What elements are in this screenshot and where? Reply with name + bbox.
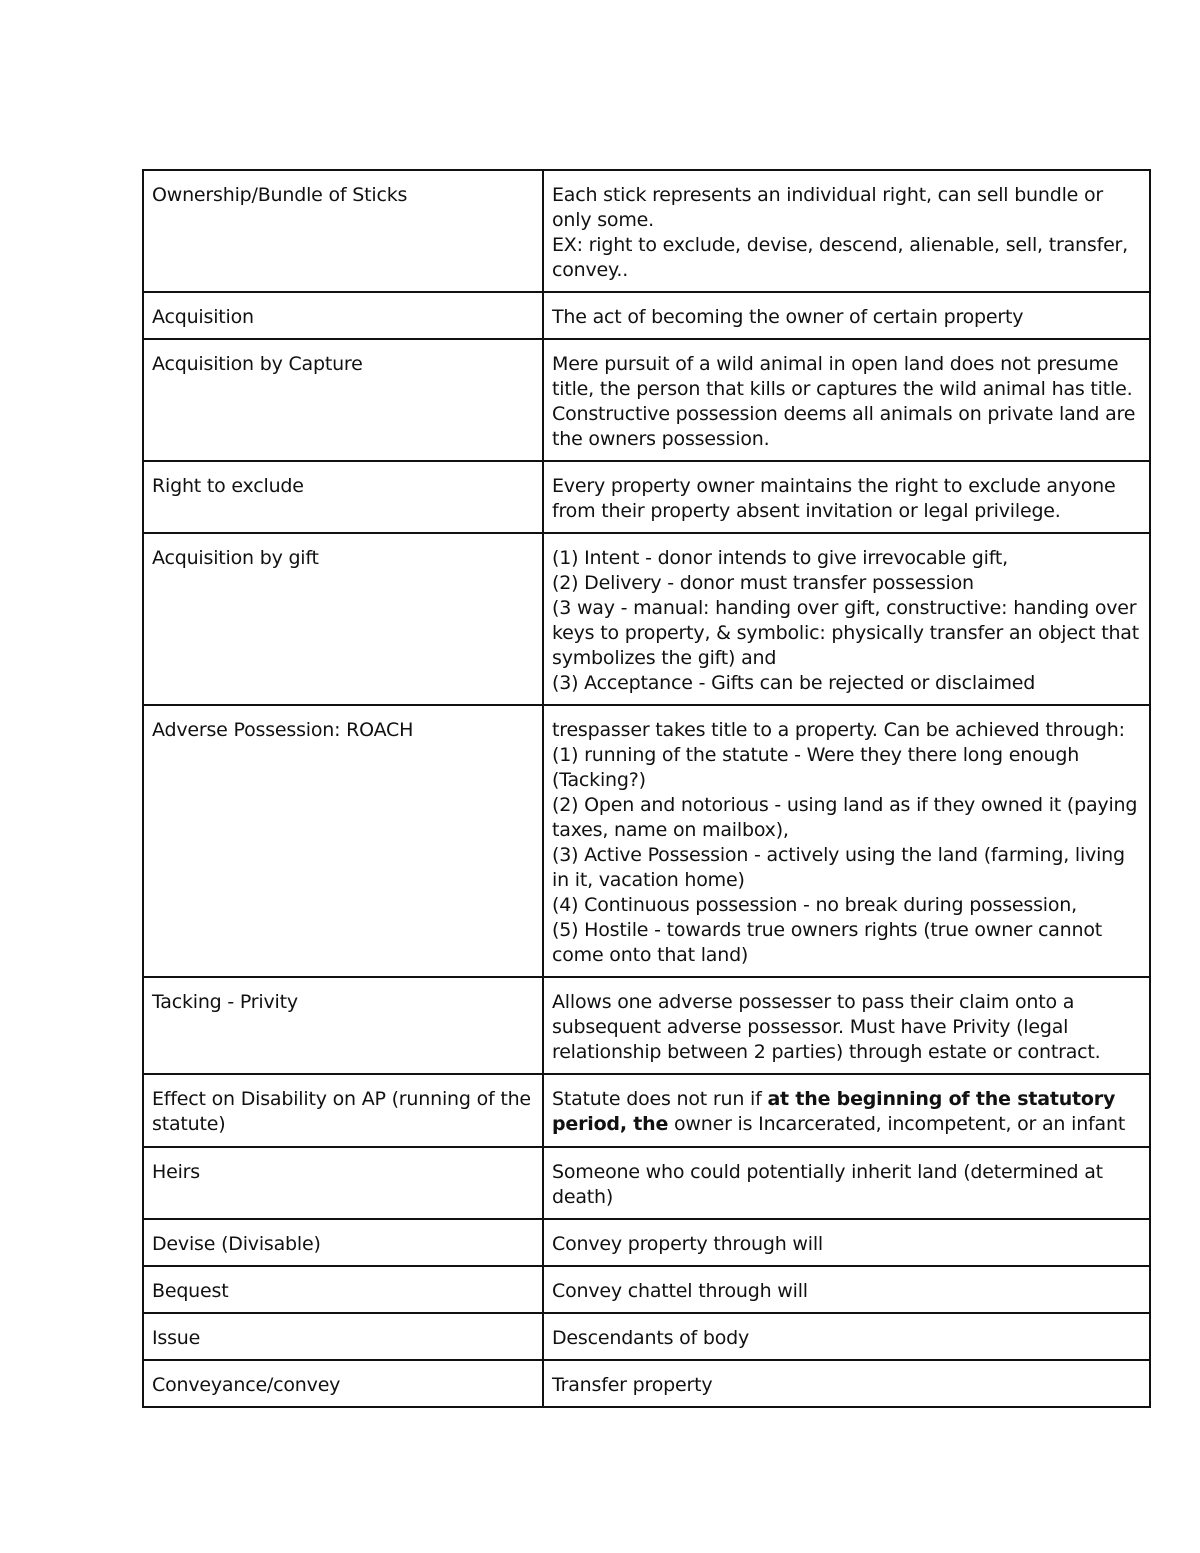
definition-line: Someone who could potentially inherit land (determined at death) (552, 1161, 1103, 1208)
definition-line: trespasser takes title to a property. Can be achieved through: (552, 719, 1125, 741)
term-cell: Effect on Disability on AP (running of the statute) (143, 1074, 543, 1147)
term-cell: Tacking - Privity (143, 977, 543, 1074)
definition-line: (3) Acceptance - Gifts can be rejected or disclaimed (552, 672, 1036, 694)
table-row (143, 1313, 1150, 1360)
definition-line: (4) Continuous possession - no break during possession, (552, 894, 1077, 916)
term-cell: Bequest (143, 1266, 543, 1313)
definition-line: (3) Active Possession - actively using the land (farming, living in it, vacation home) (552, 844, 1125, 891)
definition-cell (543, 292, 1150, 339)
definition-line: EX: right to exclude, devise, descend, alienable, sell, transfer, convey.. (552, 234, 1129, 281)
term-cell: Devise (Divisable) (143, 1219, 543, 1266)
table-row (143, 170, 1150, 292)
table-row (143, 977, 1150, 1074)
definition-line: (1) running of the statute - Were they there long enough (Tacking?) (552, 744, 1080, 791)
definition-cell (543, 1074, 1150, 1147)
definition-cell (543, 1219, 1150, 1266)
definition-cell (543, 1313, 1150, 1360)
table-row (143, 1147, 1150, 1219)
table-row (143, 1360, 1150, 1407)
definition-line: Transfer property (552, 1374, 713, 1396)
definition-line: Mere pursuit of a wild animal in open land does not presume title, the person that kills or captures the wild animal has title. Constructive possession deems all animals on private land are the owners possession. (552, 353, 1136, 450)
definition-cell (543, 339, 1150, 461)
definition-line: The act of becoming the owner of certain property (552, 306, 1024, 328)
table-row (143, 1219, 1150, 1266)
term-cell: Right to exclude (143, 461, 543, 533)
definition-line: (2) Open and notorious - using land as if they owned it (paying taxes, name on mailbox), (552, 794, 1138, 841)
definition-line: (3 way - manual: handing over gift, constructive: handing over keys to property, & symbolic: physically transfer an object that symbolizes the gift) and (552, 597, 1139, 669)
table-row (143, 533, 1150, 705)
definition-text-end: owner is Incarcerated, incompetent, or an infant (668, 1113, 1126, 1135)
definition-line: Convey property through will (552, 1233, 823, 1255)
definition-line: Allows one adverse possesser to pass their claim onto a subsequent adverse possessor. Must have Privity (legal relationship between 2 parties) through estate or contract. (552, 991, 1101, 1063)
term-cell: Acquisition by gift (143, 533, 543, 705)
definition-cell (543, 1266, 1150, 1313)
definition-cell (543, 170, 1150, 292)
definition-text-start: Statute does not run if (552, 1088, 768, 1110)
definition-line: Convey chattel through will (552, 1280, 808, 1302)
term-cell: Issue (143, 1313, 543, 1360)
table-row (143, 461, 1150, 533)
term-cell: Heirs (143, 1147, 543, 1219)
term-cell: Ownership/Bundle of Sticks (143, 170, 543, 292)
definition-cell (543, 1360, 1150, 1407)
definition-line: (1) Intent - donor intends to give irrevocable gift, (552, 547, 1008, 569)
definition-cell (543, 705, 1150, 977)
table-row (143, 292, 1150, 339)
table-row (143, 339, 1150, 461)
definition-line: Descendants of body (552, 1327, 750, 1349)
term-cell: Conveyance/convey (143, 1360, 543, 1407)
definition-line: (2) Delivery - donor must transfer possession (552, 572, 974, 594)
table-row (143, 1266, 1150, 1313)
term-cell: Adverse Possession: ROACH (143, 705, 543, 977)
definition-cell (543, 977, 1150, 1074)
definition-cell (543, 1147, 1150, 1219)
definition-line: (5) Hostile - towards true owners rights (true owner cannot come onto that land) (552, 919, 1103, 966)
definition-cell (543, 461, 1150, 533)
definitions-table (142, 169, 1151, 1408)
table-row (143, 705, 1150, 977)
term-cell: Acquisition by Capture (143, 339, 543, 461)
definition-text-bold: at the beginning of the statutory period, the (552, 1088, 1116, 1135)
definition-cell (543, 533, 1150, 705)
term-cell: Acquisition (143, 292, 543, 339)
definition-line: Every property owner maintains the right to exclude anyone from their property absent invitation or legal privilege. (552, 475, 1116, 522)
definition-line: Each stick represents an individual right, can sell bundle or only some. (552, 184, 1104, 231)
table-row (143, 1074, 1150, 1147)
